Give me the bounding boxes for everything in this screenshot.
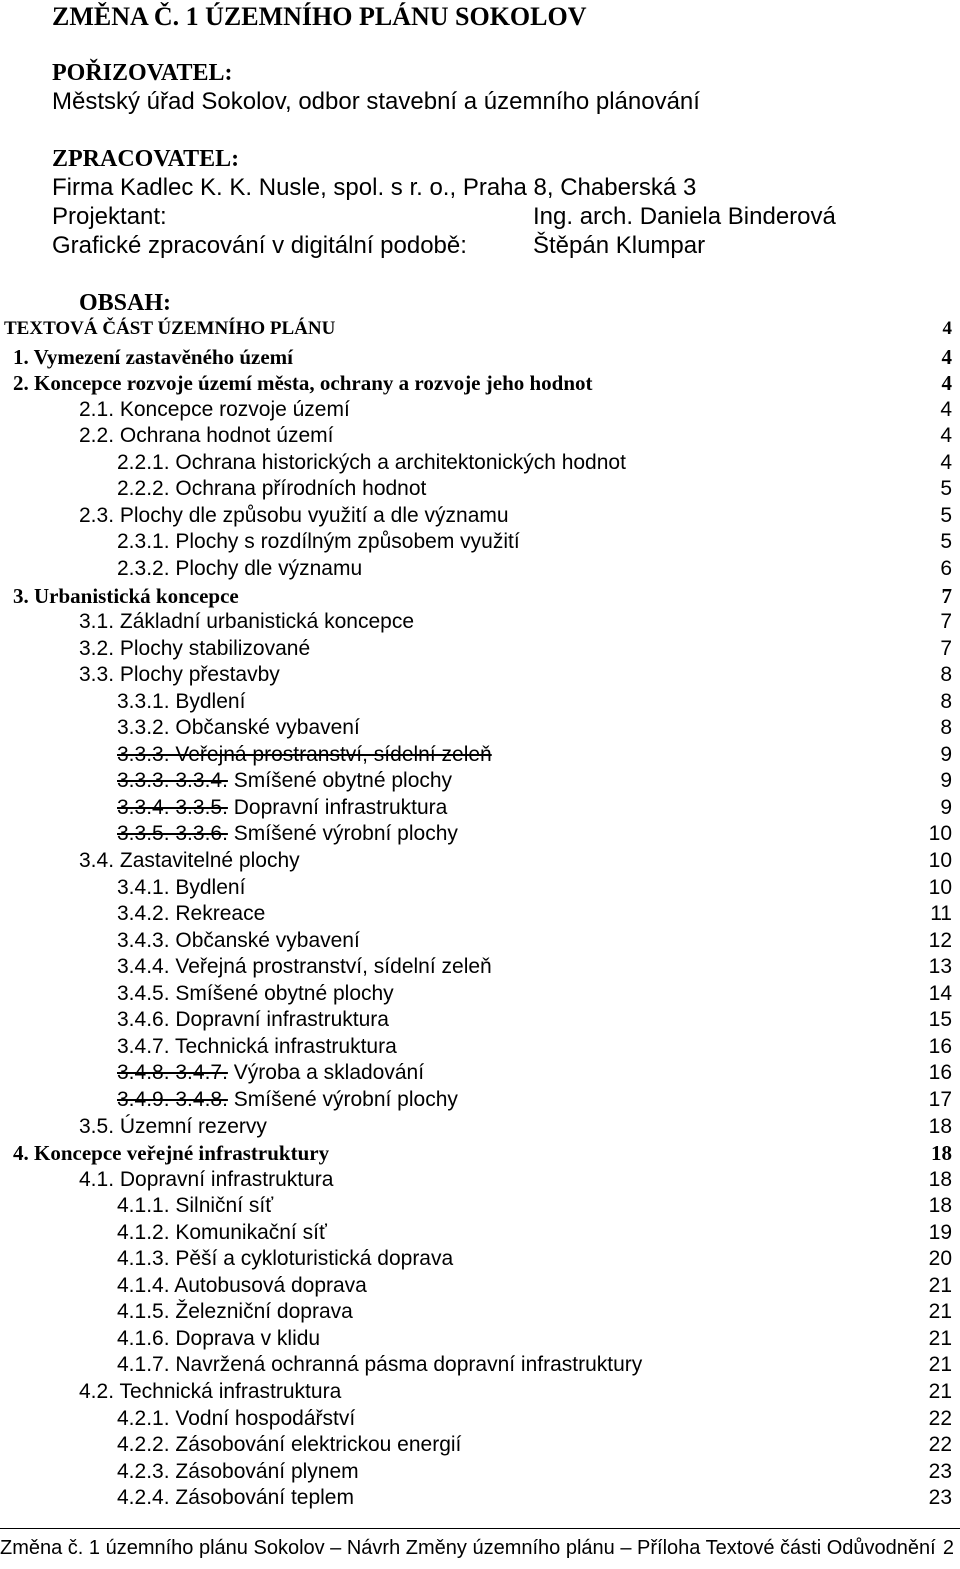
toc-entry-label	[79, 424, 334, 447]
toc-entry-page-number: 7	[941, 583, 952, 608]
toc-entry-label	[79, 637, 310, 660]
toc-entry-label	[117, 1088, 458, 1111]
toc-entry-text: TEXTOVÁ ČÁST ÚZEMNÍHO PLÁNU	[4, 318, 336, 339]
toc-entry[interactable]	[117, 716, 960, 742]
toc-entry-page-number: 18	[928, 1114, 952, 1138]
toc-entry-text: 4.1.4. Autobusová doprava	[117, 1273, 367, 1297]
toc-entry-label	[117, 1247, 453, 1270]
toc-entry-page-number: 21	[928, 1353, 952, 1377]
toc-entry[interactable]	[117, 1008, 960, 1034]
graficke-label: Grafické zpracování v digitální podobě:	[52, 232, 467, 259]
toc-entry-text: 3.3.2. Občanské vybavení	[117, 716, 360, 740]
toc-entry[interactable]	[117, 1247, 960, 1273]
toc-entry-label	[117, 955, 492, 978]
toc-entry-page-number: 11	[930, 902, 952, 926]
toc-entry[interactable]	[117, 929, 960, 955]
toc-entry-deleted-number: 3.4.9. 3.4.8.	[117, 1087, 228, 1111]
toc-entry-deleted-number: 3.3.4. 3.3.5.	[117, 795, 228, 819]
toc-entry-label	[79, 1380, 341, 1403]
toc-entry[interactable]	[117, 451, 960, 477]
toc-entry-text: 4.2.2. Zásobování elektrickou energií	[117, 1433, 462, 1457]
porizovatel-label: POŘIZOVATEL:	[52, 60, 233, 86]
toc-entry-text: 4.2.1. Vodní hospodářství	[117, 1406, 356, 1430]
obsah-label: OBSAH:	[79, 290, 172, 316]
toc-entry-label	[117, 1486, 354, 1509]
toc-entry-label	[117, 557, 362, 580]
document-title: ZMĚNA Č. 1 ÚZEMNÍHO PLÁNU SOKOLOV	[52, 2, 587, 31]
toc-entry-text: 2.3. Plochy dle způsobu využití a dle významu	[79, 503, 509, 527]
toc-entry-text: Smíšené výrobní plochy	[233, 1087, 458, 1111]
toc-entry-text: 3. Urbanistická koncepce	[13, 583, 239, 608]
toc-entry-label	[79, 610, 414, 633]
toc-entry-page-number: 4	[940, 397, 952, 421]
zpracovatel-label: ZPRACOVATEL:	[52, 146, 240, 172]
toc-entry-text: 4.2. Technická infrastruktura	[79, 1380, 342, 1403]
toc-entry-label	[13, 345, 293, 369]
toc-entry-page-number: 4	[942, 318, 952, 339]
toc-entry-label	[117, 1061, 424, 1084]
toc-entry-page-number: 22	[928, 1406, 952, 1430]
toc-entry-page-number: 4	[941, 371, 952, 396]
toc-entry-text: 4.1.7. Navržená ochranná pásma dopravní infrastruktury	[117, 1353, 643, 1377]
toc-entry-label	[13, 371, 593, 395]
toc-entry[interactable]	[117, 1088, 960, 1114]
toc-entry-label	[13, 1141, 329, 1165]
toc-entry[interactable]	[117, 1433, 960, 1459]
toc-entry[interactable]	[13, 584, 960, 610]
toc-entry-label	[117, 716, 360, 739]
toc-entry-text: 2.2.2. Ochrana přírodních hodnot	[117, 477, 427, 501]
toc-entry-label	[117, 690, 245, 713]
toc-entry-page-number: 9	[940, 795, 952, 819]
toc-entry-label	[117, 1300, 353, 1323]
toc-entry-page-number: 8	[940, 663, 952, 687]
toc-entry[interactable]	[117, 982, 960, 1008]
toc-entry-text: 4.1.1. Silniční síť	[117, 1194, 274, 1218]
toc-entry-label	[79, 398, 350, 421]
toc-entry[interactable]	[79, 1380, 960, 1406]
porizovatel-value: Městský úřad Sokolov, odbor stavební a územního plánování	[52, 88, 700, 115]
toc-entry-label	[117, 876, 245, 899]
toc-entry-text: 4.1.6. Doprava v klidu	[117, 1326, 321, 1350]
toc-entry-label	[117, 769, 452, 792]
toc-entry-text: 3.1. Základní urbanistická koncepce	[79, 610, 415, 634]
toc-entry-page-number: 21	[928, 1380, 952, 1403]
toc-entry-page-number: 4	[941, 344, 952, 369]
toc-entry[interactable]	[79, 849, 960, 875]
toc-entry-page-number: 10	[928, 875, 952, 899]
toc-entry-text: 4.2.4. Zásobování teplem	[117, 1486, 354, 1510]
toc-entry-label	[79, 1115, 267, 1138]
toc-entry-page-number: 20	[928, 1247, 952, 1271]
toc-entry-text: 3.4. Zastavitelné plochy	[79, 849, 300, 872]
toc-entry-text: 4.1.2. Komunikační síť	[117, 1220, 327, 1244]
toc-entry-text: Smíšené výrobní plochy	[233, 822, 458, 846]
toc-entry[interactable]	[117, 955, 960, 981]
toc-entry-deleted-number: 3.3.3. 3.3.4.	[117, 769, 228, 793]
toc-entry-page-number: 9	[940, 742, 952, 766]
toc-entry-page-number: 15	[928, 1008, 952, 1032]
toc-entry-label	[117, 1327, 320, 1350]
toc-entry-label	[79, 504, 509, 527]
footer-page-number: 2	[942, 1537, 954, 1559]
toc-entry-deleted-number: 3.4.8. 3.4.7.	[117, 1061, 228, 1085]
toc-entry[interactable]	[117, 1486, 960, 1512]
toc-entry[interactable]	[117, 1274, 960, 1300]
toc-entry-text: 3.3.3. Veřejná prostranství, sídelní zeleň	[117, 742, 492, 766]
toc-entry-text: 3.3.1. Bydlení	[117, 689, 246, 713]
toc-entry-label	[117, 1353, 642, 1376]
toc-entry-page-number: 21	[928, 1300, 952, 1324]
toc-entry[interactable]	[117, 1221, 960, 1247]
toc-entry-page-number: 14	[928, 981, 952, 1005]
toc-entry-label	[79, 849, 300, 872]
toc-entry-text: 3.4.3. Občanské vybavení	[117, 928, 360, 952]
toc-entry-label	[117, 451, 626, 474]
toc-entry-text: 1. Vymezení zastavěného území	[13, 344, 293, 369]
toc-entry[interactable]	[117, 796, 960, 822]
toc-entry-text: 3.4.4. Veřejná prostranství, sídelní zeleň	[117, 955, 492, 979]
toc-entry-page-number: 12	[928, 928, 952, 952]
toc-entry-label	[117, 1407, 355, 1430]
toc-entry[interactable]	[117, 1407, 960, 1433]
toc-entry-text: 4. Koncepce veřejné infrastruktury	[13, 1141, 330, 1166]
toc-entry-label	[117, 822, 458, 845]
toc-entry[interactable]	[79, 610, 960, 636]
toc-entry-label	[79, 663, 280, 686]
toc-entry[interactable]	[13, 1141, 960, 1167]
toc-entry-page-number: 9	[940, 769, 952, 793]
toc-entry[interactable]	[117, 1035, 960, 1061]
graficke-value: Štěpán Klumpar	[533, 232, 706, 259]
toc-entry-page-number: 21	[928, 1326, 952, 1350]
toc-entry-page-number: 7	[940, 636, 952, 660]
toc-entry-page-number: 4	[940, 450, 952, 474]
toc-entry-label	[117, 982, 394, 1005]
toc-entry-page-number: 7	[940, 610, 952, 634]
toc-entry-label	[117, 530, 520, 553]
toc-entry[interactable]	[117, 690, 960, 716]
toc-entry-label	[4, 318, 335, 339]
toc-entry-label	[117, 1433, 461, 1456]
toc-entry-text: 3.4.6. Dopravní infrastruktura	[117, 1008, 389, 1032]
toc-entry[interactable]	[79, 1115, 960, 1141]
toc-entry[interactable]	[117, 822, 960, 848]
toc-entry-page-number: 10	[928, 849, 952, 872]
toc-entry-text: 3.2. Plochy stabilizované	[79, 636, 311, 660]
toc-entry[interactable]	[117, 769, 960, 795]
toc-entry-text: 2.2. Ochrana hodnot území	[79, 424, 334, 448]
toc-entry[interactable]	[117, 876, 960, 902]
toc-entry-label	[117, 796, 447, 819]
toc-entry[interactable]	[79, 1168, 960, 1194]
toc-entry[interactable]	[13, 371, 960, 397]
toc-entry[interactable]	[117, 1194, 960, 1220]
toc-entry-page-number: 5	[940, 477, 952, 501]
toc-entry-text: 4.2.3. Zásobování plynem	[117, 1459, 359, 1483]
toc-entry-page-number: 19	[928, 1220, 952, 1244]
toc-entry-text: 2.1. Koncepce rozvoje území	[79, 397, 350, 421]
toc-entry-page-number: 16	[928, 1034, 952, 1058]
toc-entry-text: 3.4.2. Rekreace	[117, 902, 266, 926]
toc-entry-page-number: 10	[928, 822, 952, 846]
toc-entry[interactable]	[4, 318, 960, 344]
toc-entry-page-number: 21	[928, 1273, 952, 1297]
toc-entry[interactable]	[117, 1300, 960, 1326]
toc-entry-page-number: 18	[928, 1167, 952, 1191]
toc-entry-label	[117, 743, 492, 766]
toc-entry-label	[117, 1008, 389, 1031]
toc-entry[interactable]	[117, 1061, 960, 1087]
toc-entry-page-number: 16	[928, 1061, 952, 1085]
toc-entry[interactable]	[117, 557, 960, 583]
toc-entry-page-number: 5	[940, 530, 952, 554]
toc-entry-text: 3.4.5. Smíšené obytné plochy	[117, 981, 394, 1005]
toc-entry[interactable]	[117, 1460, 960, 1486]
toc-entry-page-number: 22	[928, 1433, 952, 1457]
toc-entry-deleted-number: 3.3.5. 3.3.6.	[117, 822, 228, 846]
toc-entry[interactable]	[79, 424, 960, 450]
toc-entry-label	[79, 1168, 333, 1191]
toc-entry-text: 2. Koncepce rozvoje území města, ochrany a rozvoje jeho hodnot	[13, 371, 593, 396]
toc-entry-text: 3.5. Územní rezervy	[79, 1114, 267, 1138]
toc-entry-text: 2.3.1. Plochy s rozdílným způsobem využití	[117, 530, 520, 554]
toc-entry-page-number: 8	[940, 716, 952, 740]
toc-entry-text: 3.4.1. Bydlení	[117, 875, 246, 899]
toc-entry-page-number: 13	[928, 955, 952, 979]
toc-entry-text: 2.2.1. Ochrana historických a architektonických hodnot	[117, 450, 626, 474]
toc-entry[interactable]	[79, 663, 960, 689]
toc-entry[interactable]	[79, 398, 960, 424]
toc-entry-page-number: 23	[928, 1459, 952, 1483]
toc-entry-page-number: 6	[940, 556, 952, 580]
toc-entry-text: 4.1. Dopravní infrastruktura	[79, 1167, 334, 1191]
toc-entry-label	[117, 902, 265, 925]
toc-entry-text: 4.1.5. Železniční doprava	[117, 1300, 353, 1324]
toc-entry-page-number: 23	[928, 1486, 952, 1510]
toc-entry-label	[117, 1194, 273, 1217]
toc-entry-label	[117, 929, 360, 952]
zpracovatel-firm: Firma Kadlec K. K. Nusle, spol. s r. o., Praha 8, Chaberská 3	[52, 174, 697, 201]
toc-entry-label	[117, 1221, 327, 1244]
toc-entry[interactable]	[117, 530, 960, 556]
toc-entry-text: 4.1.3. Pěší a cykloturistická doprava	[117, 1247, 454, 1271]
toc-entry-page-number: 17	[928, 1087, 952, 1111]
toc-entry-text: 3.4.7. Technická infrastruktura	[117, 1034, 397, 1058]
projektant-label: Projektant:	[52, 203, 167, 230]
toc-entry[interactable]	[117, 743, 960, 769]
toc-entry[interactable]	[117, 477, 960, 503]
toc-entry-page-number: 18	[931, 1141, 952, 1166]
toc-entry-label	[117, 1035, 397, 1058]
toc-entry[interactable]	[117, 1353, 960, 1379]
toc-entry-text: Výroba a skladování	[233, 1061, 425, 1085]
toc-entry-page-number: 8	[940, 689, 952, 713]
footer-text: Změna č. 1 územního plánu Sokolov – Návrh Změny územního plánu – Příloha Textové části Odůvodnění	[0, 1537, 936, 1559]
toc-entry-text: Smíšené obytné plochy	[233, 769, 453, 793]
toc-entry[interactable]	[79, 504, 960, 530]
toc-entry[interactable]	[117, 902, 960, 928]
toc-entry-text: Dopravní infrastruktura	[233, 795, 448, 819]
toc-entry-label	[117, 1274, 367, 1297]
toc-entry-page-number: 5	[940, 503, 952, 527]
toc-entry-text: 2.3.2. Plochy dle významu	[117, 556, 363, 580]
toc-entry-label	[117, 477, 426, 500]
toc-entry-page-number: 4	[940, 424, 952, 448]
toc-entry-label	[117, 1460, 359, 1483]
toc-entry-text: 3.3. Plochy přestavby	[79, 663, 280, 687]
toc-entry-page-number: 18	[928, 1194, 952, 1218]
toc-entry[interactable]	[79, 637, 960, 663]
projektant-value: Ing. arch. Daniela Binderová	[533, 203, 836, 230]
toc-entry[interactable]	[13, 345, 960, 371]
page-footer	[0, 1528, 960, 1569]
toc-entry-label	[13, 584, 239, 608]
toc-entry[interactable]	[117, 1327, 960, 1353]
